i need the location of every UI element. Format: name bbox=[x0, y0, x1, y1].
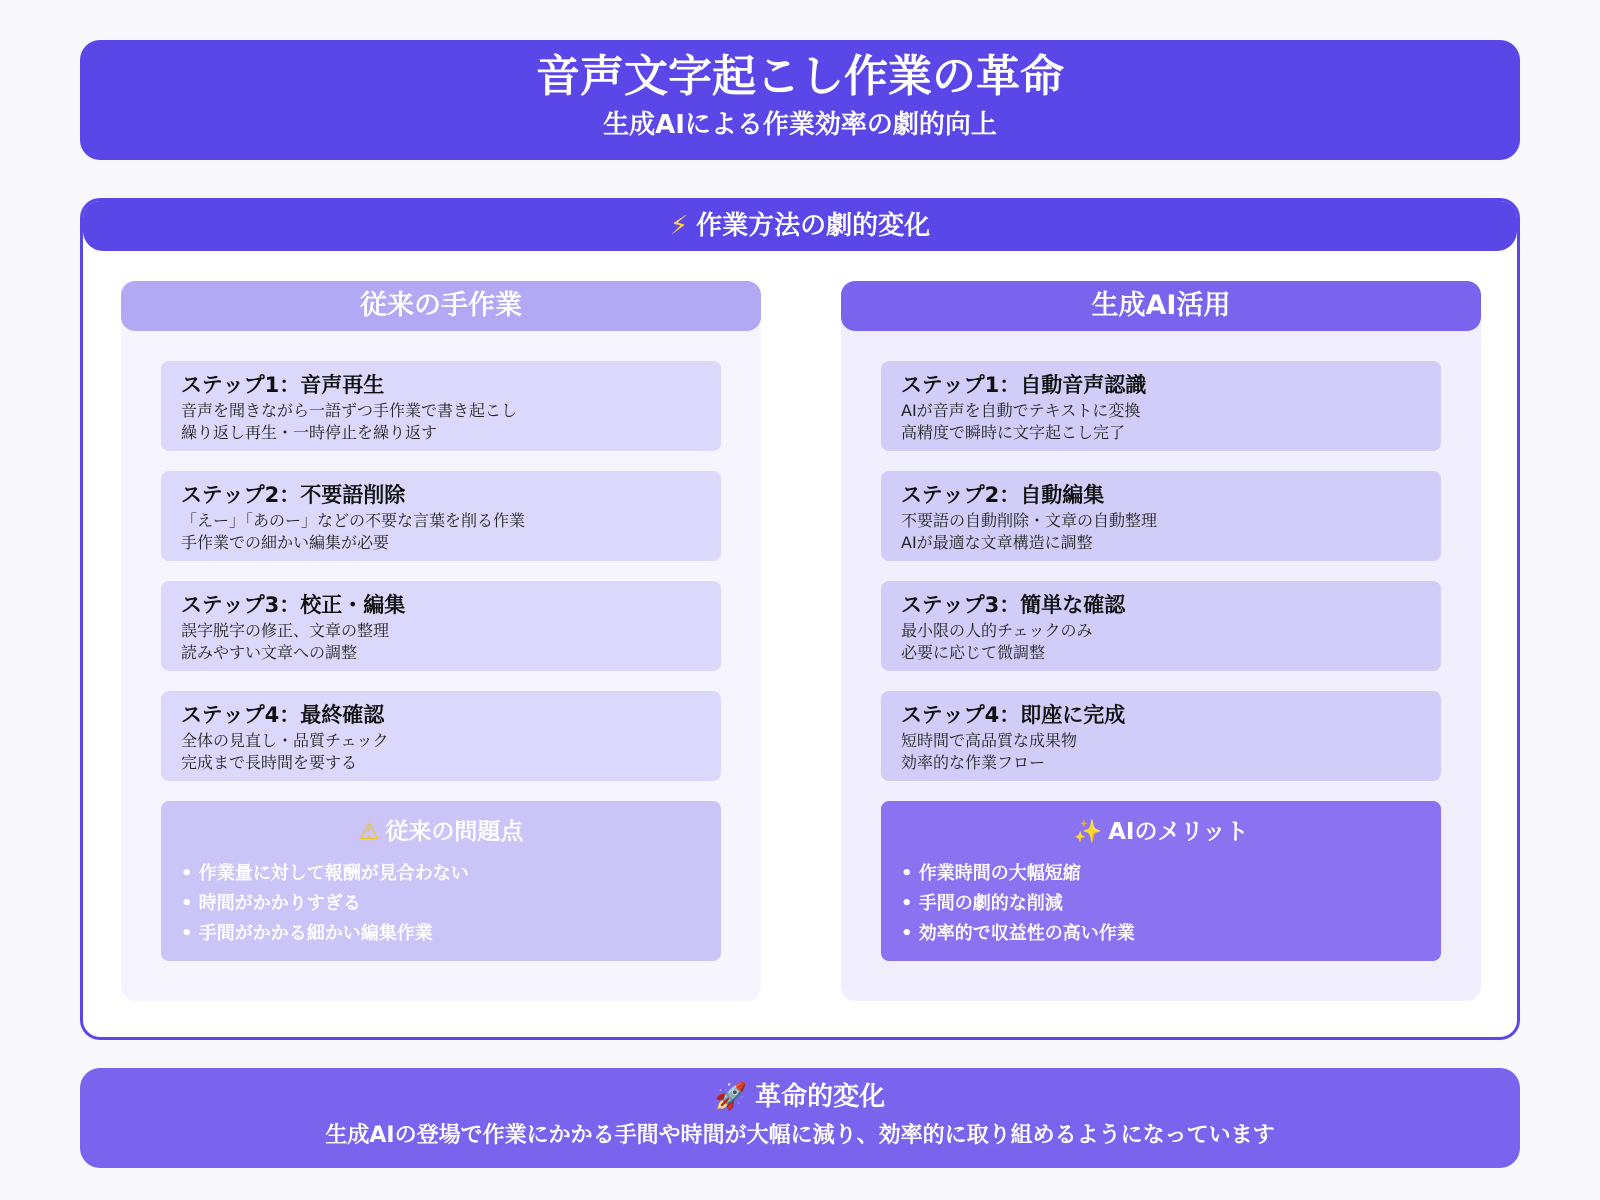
list-item: • 作業量に対して報酬が見合わない bbox=[181, 863, 469, 884]
ai-step-2 bbox=[881, 471, 1441, 561]
step-desc-line: 必要に応じて微調整 bbox=[901, 643, 1046, 662]
traditional-column bbox=[121, 281, 761, 1001]
list-item: • 手間がかかる細かい編集作業 bbox=[181, 923, 433, 944]
step-title: ステップ3：校正・編集 bbox=[181, 593, 406, 617]
page-subtitle: 生成AIによる作業効率の劇的向上 bbox=[603, 110, 997, 140]
traditional-step-3 bbox=[161, 581, 721, 671]
merits-list bbox=[881, 859, 1441, 949]
panel-header bbox=[83, 201, 1517, 251]
lightning-icon: ⚡ bbox=[669, 211, 689, 241]
step-desc-line: 「えー」「あのー」などの不要な言葉を削る作業 bbox=[181, 511, 526, 530]
list-item: • 作業時間の大幅短縮 bbox=[901, 863, 1081, 884]
step-desc-line: 完成まで長時間を要する bbox=[181, 753, 358, 772]
problems-list bbox=[161, 859, 721, 949]
step-desc-line: 読みやすい文章への調整 bbox=[181, 643, 358, 662]
step-desc-line: 効率的な作業フロー bbox=[901, 753, 1046, 772]
ai-step-3 bbox=[881, 581, 1441, 671]
ai-merits-box bbox=[881, 801, 1441, 961]
step-title: ステップ4：最終確認 bbox=[181, 703, 385, 727]
step-title: ステップ1：音声再生 bbox=[181, 373, 385, 397]
step-desc-line: 音声を聞きながら一語ずつ手作業で書き起こし bbox=[181, 401, 518, 420]
traditional-step-4 bbox=[161, 691, 721, 781]
header-banner bbox=[80, 40, 1520, 160]
list-item-text: 作業量に対して報酬が見合わない bbox=[198, 863, 469, 884]
step-title: ステップ3：簡単な確認 bbox=[901, 593, 1126, 617]
list-item-text: 時間がかかりすぎる bbox=[198, 893, 361, 914]
ai-step-1 bbox=[881, 361, 1441, 451]
step-desc-line: 短時間で高品質な成果物 bbox=[901, 731, 1078, 750]
step-desc-line: 手作業での細かい編集が必要 bbox=[181, 533, 390, 552]
traditional-steps bbox=[161, 361, 721, 801]
sparkles-icon: ✨ bbox=[1073, 819, 1103, 845]
comparison-panel bbox=[80, 198, 1520, 1040]
panel-title: 作業方法の劇的変化 bbox=[696, 211, 931, 241]
list-item-text: 効率的で収益性の高い作業 bbox=[918, 923, 1135, 944]
traditional-step-2 bbox=[161, 471, 721, 561]
step-desc-line: 誤字脱字の修正、文章の整理 bbox=[181, 621, 390, 640]
merits-title: AIのメリット bbox=[1108, 819, 1249, 845]
step-desc-line: AIが音声を自動でテキストに変換 bbox=[901, 401, 1141, 420]
step-title: ステップ2：不要語削除 bbox=[181, 483, 406, 507]
traditional-column-title: 従来の手作業 bbox=[121, 281, 761, 331]
list-item-text: 手間がかかる細かい編集作業 bbox=[198, 923, 433, 944]
warning-icon: ⚠ bbox=[358, 819, 380, 845]
footer-text: 生成AIの登場で作業にかかる手間や時間が大幅に減り、効率的に取り組めるようになっています bbox=[325, 1123, 1275, 1148]
list-item: • 時間がかかりすぎる bbox=[181, 893, 361, 914]
traditional-problems-box bbox=[161, 801, 721, 961]
ai-column bbox=[841, 281, 1481, 1001]
step-title: ステップ2：自動編集 bbox=[901, 483, 1105, 507]
step-desc-line: 全体の見直し・品質チェック bbox=[181, 731, 389, 750]
ai-step-4 bbox=[881, 691, 1441, 781]
list-item-text: 手間の劇的な削減 bbox=[918, 893, 1063, 914]
list-item: • 効率的で収益性の高い作業 bbox=[901, 923, 1135, 944]
footer-title: 革命的変化 bbox=[755, 1082, 886, 1112]
step-desc-line: 最小限の人的チェックのみ bbox=[901, 621, 1093, 640]
footer-banner bbox=[80, 1068, 1520, 1168]
traditional-step-1 bbox=[161, 361, 721, 451]
list-item-text: 作業時間の大幅短縮 bbox=[918, 863, 1081, 884]
step-desc-line: 繰り返し再生・一時停止を繰り返す bbox=[181, 423, 438, 442]
step-title: ステップ1：自動音声認識 bbox=[901, 373, 1147, 397]
step-title: ステップ4：即座に完成 bbox=[901, 703, 1126, 727]
step-desc-line: AIが最適な文章構造に調整 bbox=[901, 533, 1093, 552]
rocket-icon: 🚀 bbox=[714, 1082, 748, 1112]
step-desc-line: 不要語の自動削除・文章の自動整理 bbox=[901, 511, 1158, 530]
list-item: • 手間の劇的な削減 bbox=[901, 893, 1063, 914]
ai-steps bbox=[881, 361, 1441, 801]
page-title: 音声文字起こし作業の革命 bbox=[536, 51, 1064, 102]
problems-title: 従来の問題点 bbox=[385, 819, 524, 845]
ai-column-title: 生成AI活用 bbox=[841, 281, 1481, 331]
step-desc-line: 高精度で瞬時に文字起こし完了 bbox=[901, 423, 1126, 442]
